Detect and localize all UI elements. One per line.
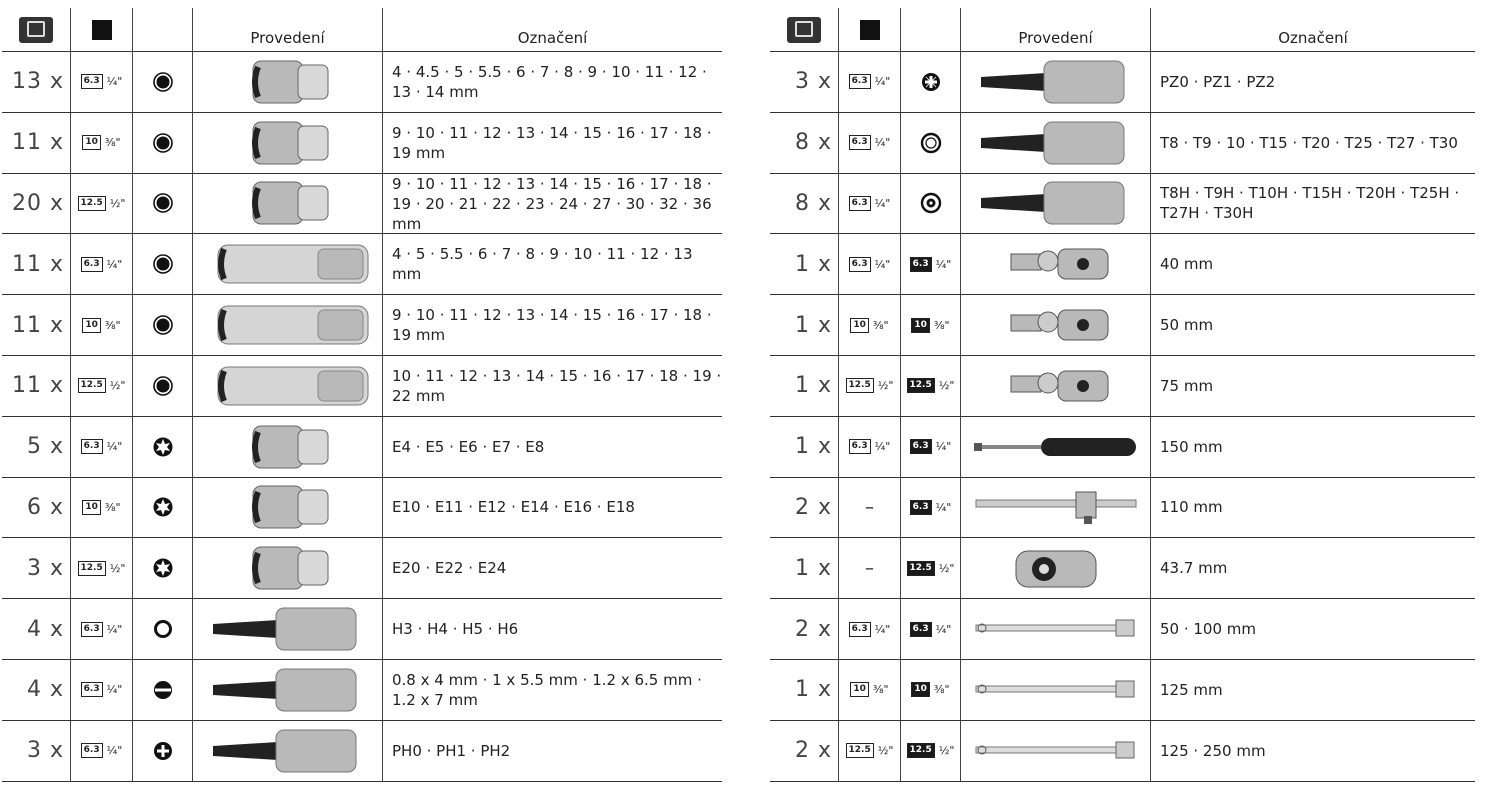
designation-cell: 50 · 100 mm: [1150, 599, 1475, 659]
table-row: [770, 417, 1475, 478]
quantity-cell: 5 x: [26, 434, 64, 460]
table-row: [770, 478, 1475, 539]
left-table-body: [2, 52, 722, 782]
deep-tool-illustration: [198, 361, 378, 411]
drive-size-badge: 6.3: [849, 196, 871, 211]
designation-cell: 9 · 10 · 11 · 12 · 13 · 14 · 15 · 16 · 17 · 18 · 19 mm: [382, 113, 722, 173]
tool-image-cell: [192, 113, 382, 173]
table-row: [2, 356, 722, 417]
ext-tool-illustration: [966, 604, 1146, 654]
socket-tool-illustration: [198, 422, 378, 472]
drive-fraction: ¼": [106, 683, 123, 697]
tool-image-cell: [960, 234, 1150, 294]
designation-cell: 125 mm: [1150, 660, 1475, 720]
drive-size-badge: 10: [82, 500, 101, 515]
designation-cell: 4 · 5 · 5.5 · 6 · 7 · 8 · 9 · 10 · 11 · 12 · 13 mm: [382, 234, 722, 294]
drive-fraction: ⅜": [104, 136, 121, 150]
socket-tool-illustration: [198, 543, 378, 593]
drive-size-badge: 10: [911, 318, 930, 333]
designation-cell: 43.7 mm: [1150, 538, 1475, 598]
bit-tool-illustration: [198, 604, 378, 654]
drive-cell: [70, 599, 132, 659]
profile-cell: [132, 478, 192, 538]
dash-placeholder: –: [865, 557, 874, 579]
designation-cell: 125 · 250 mm: [1150, 721, 1475, 781]
drive-cell: [838, 599, 900, 659]
tool-image-cell: [960, 660, 1150, 720]
drive-size-badge: 6.3: [849, 135, 871, 150]
profile-cell: [132, 234, 192, 294]
drive-cell: [70, 538, 132, 598]
designation-cell: E4 · E5 · E6 · E7 · E8: [382, 417, 722, 477]
deep-tool-illustration: [198, 239, 378, 289]
drive-fraction: ½": [109, 379, 126, 393]
output-drive-cell: [900, 356, 960, 416]
designation-cell: H3 · H4 · H5 · H6: [382, 599, 722, 659]
profile-cell: [132, 295, 192, 355]
drive-fraction: ⅜": [933, 318, 950, 332]
drive-cell: [838, 660, 900, 720]
provedeni-header: Provedení: [960, 8, 1150, 51]
drive-fraction: ¼": [874, 75, 891, 89]
tbar-tool-illustration: [966, 482, 1146, 532]
tool-image-cell: [192, 234, 382, 294]
star-profile-icon: [152, 557, 174, 579]
table-row: [2, 538, 722, 599]
quantity-cell: 20 x: [11, 190, 64, 216]
drive-cell: [838, 478, 900, 538]
designation-cell: PH0 · PH1 · PH2: [382, 721, 722, 781]
designation-cell: 110 mm: [1150, 478, 1475, 538]
designation-cell: E10 · E11 · E12 · E14 · E16 · E18: [382, 478, 722, 538]
drive-cell: [838, 417, 900, 477]
profile-cell: [132, 113, 192, 173]
output-drive-cell: [900, 234, 960, 294]
drive-cell: [838, 234, 900, 294]
drive-cell: [70, 417, 132, 477]
torx-profile-icon: [920, 132, 942, 154]
drive-fraction: ¼": [106, 440, 123, 454]
drive-fraction: ¼": [935, 500, 952, 514]
drive-fraction: ¼": [874, 622, 891, 636]
table-row: [2, 113, 722, 174]
table-row: [2, 721, 722, 782]
tool-image-cell: [960, 52, 1150, 112]
set-logo-icon: [19, 17, 53, 43]
drive-fraction: ¼": [106, 257, 123, 271]
bit-tool-illustration: [966, 118, 1146, 168]
designation-cell: 0.8 x 4 mm · 1 x 5.5 mm · 1.2 x 6.5 mm · 1.2 x 7 mm: [382, 660, 722, 720]
drive-size-badge: 10: [850, 682, 869, 697]
quantity-cell: 1 x: [794, 555, 832, 581]
left-table: [2, 8, 722, 782]
designation-cell: PZ0 · PZ1 · PZ2: [1150, 52, 1475, 112]
quantity-cell: 3 x: [26, 738, 64, 764]
dot-profile-icon: [152, 375, 174, 397]
output-drive-cell: [900, 599, 960, 659]
output-drive-cell: [900, 417, 960, 477]
quantity-cell: 2 x: [794, 616, 832, 642]
designation-cell: 50 mm: [1150, 295, 1475, 355]
drive-cell: [838, 52, 900, 112]
profile-cell: [132, 538, 192, 598]
deep-tool-illustration: [198, 300, 378, 350]
bit-tool-illustration: [198, 726, 378, 776]
tool-image-cell: [960, 417, 1150, 477]
designation-cell: 9 · 10 · 11 · 12 · 13 · 14 · 15 · 16 · 17 · 18 · 19 mm: [382, 295, 722, 355]
tool-image-cell: [192, 478, 382, 538]
table-row: [2, 174, 722, 235]
tool-image-cell: [192, 174, 382, 234]
dot-profile-icon: [152, 192, 174, 214]
drive-fraction: ¼": [874, 196, 891, 210]
drive-cell: [70, 113, 132, 173]
set-logo-icon: [787, 17, 821, 43]
cross-profile-icon: [152, 740, 174, 762]
quantity-cell: 8 x: [794, 190, 832, 216]
drive-size-badge: 12.5: [78, 196, 106, 211]
designation-cell: T8H · T9H · T10H · T15H · T20H · T25H · T27H · T30H: [1150, 174, 1475, 234]
designation-cell: 75 mm: [1150, 356, 1475, 416]
table-row: [770, 113, 1475, 174]
oznaceni-header: Označení: [1150, 8, 1475, 51]
designation-cell: 10 · 11 · 12 · 13 · 14 · 15 · 16 · 17 · 18 · 19 · 22 mm: [382, 356, 722, 416]
left-header-row: [2, 8, 722, 52]
right-table-body: [770, 52, 1475, 782]
tool-image-cell: [192, 356, 382, 416]
table-row: [770, 538, 1475, 599]
drive-fraction: ¼": [106, 75, 123, 89]
tool-image-cell: [960, 174, 1150, 234]
table-row: [2, 478, 722, 539]
drive-size-badge: 12.5: [907, 561, 935, 576]
tool-image-cell: [192, 660, 382, 720]
star-profile-icon: [152, 496, 174, 518]
ring-profile-icon: [152, 618, 174, 640]
drive-header: [70, 8, 132, 51]
dot-profile-icon: [152, 253, 174, 275]
drive-size-badge: 6.3: [849, 257, 871, 272]
quantity-cell: 11 x: [11, 312, 64, 338]
socket-tool-illustration: [198, 178, 378, 228]
tool-image-cell: [192, 538, 382, 598]
tool-image-cell: [960, 113, 1150, 173]
designation-cell: 9 · 10 · 11 · 12 · 13 · 14 · 15 · 16 · 17 · 18 · 19 · 20 · 21 · 22 · 23 · 24 · 27 · 30 · 32 · 36 mm: [382, 174, 722, 234]
profile-cell: [132, 356, 192, 416]
table-row: [770, 356, 1475, 417]
drive-cell: [70, 721, 132, 781]
drive-size-badge: 6.3: [910, 257, 932, 272]
quantity-cell: 3 x: [26, 555, 64, 581]
tool-image-cell: [192, 721, 382, 781]
quantity-cell: 4 x: [26, 616, 64, 642]
drive-header: [838, 8, 900, 51]
output-drive-cell: [900, 721, 960, 781]
quantity-cell: 8 x: [794, 130, 832, 156]
quantity-cell: 11 x: [11, 251, 64, 277]
output-drive-cell: [900, 174, 960, 234]
drive-size-badge: 10: [850, 318, 869, 333]
drive-cell: [838, 174, 900, 234]
drive-cell: [70, 234, 132, 294]
designation-cell: 40 mm: [1150, 234, 1475, 294]
drive-size-badge: 10: [82, 318, 101, 333]
tool-image-cell: [192, 52, 382, 112]
profile-cell: [132, 174, 192, 234]
quantity-cell: 2 x: [794, 494, 832, 520]
drive-fraction: ⅜": [933, 683, 950, 697]
drive-size-badge: 6.3: [81, 622, 103, 637]
drive-fraction: ½": [938, 744, 955, 758]
tool-image-cell: [192, 295, 382, 355]
profile-cell: [132, 599, 192, 659]
drive-fraction: ½": [938, 561, 955, 575]
drive-cell: [838, 113, 900, 173]
quantity-cell: 11 x: [11, 373, 64, 399]
tool-image-cell: [960, 599, 1150, 659]
drive-size-badge: 12.5: [846, 743, 874, 758]
quantity-cell: 1 x: [794, 373, 832, 399]
drive-fraction: ¼": [106, 622, 123, 636]
table-row: [770, 52, 1475, 113]
table-row: [2, 52, 722, 113]
oznaceni-header: Označení: [382, 8, 722, 51]
table-row: [770, 295, 1475, 356]
drive-fraction: ¼": [935, 257, 952, 271]
drive-fraction: ¼": [935, 622, 952, 636]
drive-size-badge: 6.3: [849, 74, 871, 89]
output-drive-cell: [900, 52, 960, 112]
bit-tool-illustration: [966, 57, 1146, 107]
drive-size-badge: 12.5: [78, 378, 106, 393]
quantity-cell: 3 x: [794, 69, 832, 95]
drive-square-icon: [860, 20, 880, 40]
drive-size-badge: 6.3: [910, 622, 932, 637]
output-drive-cell: [900, 295, 960, 355]
drive-size-badge: 12.5: [907, 743, 935, 758]
table-row: [770, 599, 1475, 660]
quantity-header: [770, 8, 838, 51]
quantity-cell: 1 x: [794, 677, 832, 703]
tool-image-cell: [960, 295, 1150, 355]
symbol-header: [132, 8, 192, 51]
drive-fraction: ½": [877, 744, 894, 758]
ujoint-tool-illustration: [966, 300, 1146, 350]
dot-profile-icon: [152, 71, 174, 93]
quantity-header: [2, 8, 70, 51]
dot-profile-icon: [152, 132, 174, 154]
drive-cell: [70, 52, 132, 112]
drive-size-badge: 6.3: [81, 257, 103, 272]
socket-tool-illustration: [198, 57, 378, 107]
quantity-cell: 2 x: [794, 738, 832, 764]
star-profile-icon: [152, 436, 174, 458]
drive-cell: [838, 538, 900, 598]
drive-cell: [838, 356, 900, 416]
drive-cell: [838, 295, 900, 355]
profile-cell: [132, 660, 192, 720]
output-drive-cell: [900, 113, 960, 173]
tool-image-cell: [192, 599, 382, 659]
ujoint-tool-illustration: [966, 239, 1146, 289]
profile-cell: [132, 417, 192, 477]
drive-size-badge: 6.3: [910, 439, 932, 454]
drive-fraction: ¼": [874, 136, 891, 150]
drive-size-badge: 10: [911, 682, 930, 697]
drive-size-badge: 6.3: [849, 622, 871, 637]
drive-fraction: ½": [938, 379, 955, 393]
drive-fraction: ½": [109, 196, 126, 210]
drive-fraction: ⅜": [104, 318, 121, 332]
drive-fraction: ¼": [874, 257, 891, 271]
quantity-cell: 4 x: [26, 677, 64, 703]
ext-tool-illustration: [966, 726, 1146, 776]
drive-fraction: ¼": [935, 440, 952, 454]
table-row: [2, 599, 722, 660]
output-drive-cell: [900, 478, 960, 538]
quantity-cell: 1 x: [794, 434, 832, 460]
drive-cell: [70, 660, 132, 720]
drive-cell: [70, 478, 132, 538]
quantity-cell: 13 x: [11, 69, 64, 95]
tool-image-cell: [960, 478, 1150, 538]
drive-cell: [70, 356, 132, 416]
drive-size-badge: 6.3: [81, 682, 103, 697]
torxh-profile-icon: [920, 192, 942, 214]
tool-image-cell: [960, 538, 1150, 598]
designation-cell: E20 · E22 · E24: [382, 538, 722, 598]
drive-fraction: ½": [877, 379, 894, 393]
pozi-profile-icon: [920, 71, 942, 93]
quantity-cell: 6 x: [26, 494, 64, 520]
table-row: [2, 417, 722, 478]
driver-tool-illustration: [966, 422, 1146, 472]
drive-fraction: ⅜": [104, 500, 121, 514]
drive-cell: [70, 174, 132, 234]
drive-fraction: ⅜": [872, 318, 889, 332]
adapter-tool-illustration: [966, 543, 1146, 593]
drive-size-badge: 12.5: [78, 561, 106, 576]
slot-profile-icon: [152, 679, 174, 701]
output-drive-cell: [900, 538, 960, 598]
drive-size-badge: 6.3: [81, 439, 103, 454]
drive-fraction: ¼": [106, 744, 123, 758]
quantity-cell: 11 x: [11, 130, 64, 156]
profile-cell: [132, 721, 192, 781]
tool-image-cell: [960, 721, 1150, 781]
drive-fraction: ½": [109, 561, 126, 575]
socket-tool-illustration: [198, 118, 378, 168]
table-row: [2, 660, 722, 721]
quantity-cell: 1 x: [794, 312, 832, 338]
drive-fraction: ⅜": [872, 683, 889, 697]
dash-placeholder: –: [865, 496, 874, 518]
table-row: [2, 295, 722, 356]
table-row: [770, 234, 1475, 295]
output-drive-cell: [900, 660, 960, 720]
bit-tool-illustration: [198, 665, 378, 715]
quantity-cell: 1 x: [794, 251, 832, 277]
table-row: [770, 721, 1475, 782]
right-header-row: [770, 8, 1475, 52]
drive-size-badge: 10: [82, 135, 101, 150]
designation-cell: T8 · T9 · 10 · T15 · T20 · T25 · T27 · T30: [1150, 113, 1475, 173]
designation-cell: 150 mm: [1150, 417, 1475, 477]
dot-profile-icon: [152, 314, 174, 336]
drive-cell: [838, 721, 900, 781]
symbol-header: [900, 8, 960, 51]
drive-cell: [70, 295, 132, 355]
drive-size-badge: 6.3: [849, 439, 871, 454]
drive-size-badge: 6.3: [81, 743, 103, 758]
provedeni-header: Provedení: [192, 8, 382, 51]
socket-tool-illustration: [198, 482, 378, 532]
table-row: [770, 174, 1475, 235]
table-row: [2, 234, 722, 295]
drive-size-badge: 6.3: [910, 500, 932, 515]
right-table: [770, 8, 1475, 782]
tool-image-cell: [192, 417, 382, 477]
drive-fraction: ¼": [874, 440, 891, 454]
ujoint-tool-illustration: [966, 361, 1146, 411]
bit-tool-illustration: [966, 178, 1146, 228]
ext-tool-illustration: [966, 665, 1146, 715]
drive-square-icon: [92, 20, 112, 40]
drive-size-badge: 6.3: [81, 74, 103, 89]
profile-cell: [132, 52, 192, 112]
drive-size-badge: 12.5: [907, 378, 935, 393]
tool-image-cell: [960, 356, 1150, 416]
table-row: [770, 660, 1475, 721]
designation-cell: 4 · 4.5 · 5 · 5.5 · 6 · 7 · 8 · 9 · 10 · 11 · 12 · 13 · 14 mm: [382, 52, 722, 112]
drive-size-badge: 12.5: [846, 378, 874, 393]
